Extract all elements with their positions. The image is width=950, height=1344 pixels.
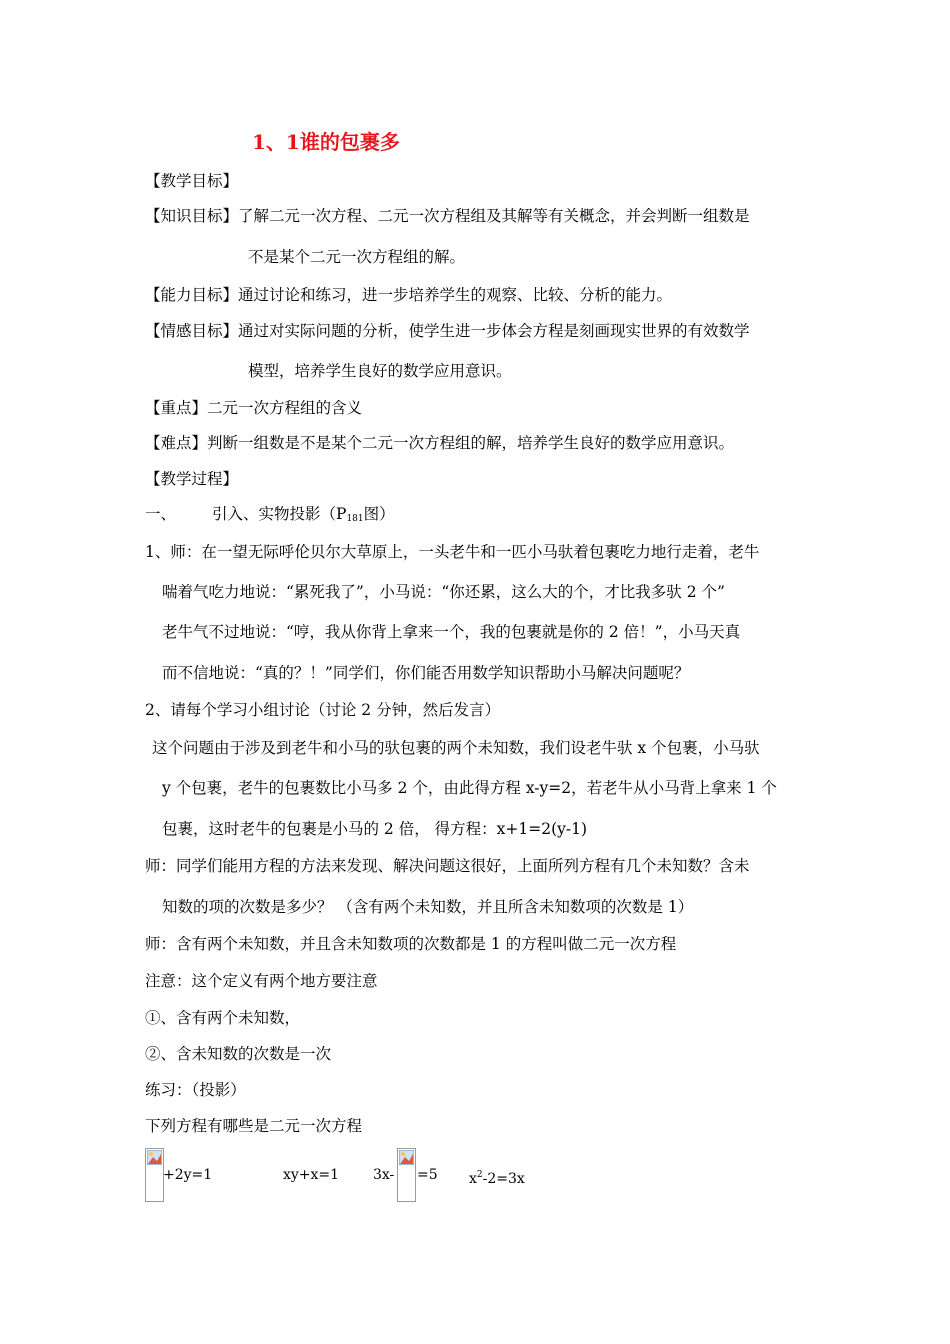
equation-4-rest: -2=3x (482, 1171, 525, 1187)
exercise-prompt: 下列方程有哪些是二元一次方程 (145, 1117, 363, 1135)
difficult-point: 【难点】判断一组数是不是某个二元一次方程组的解，培养学生良好的数学应用意识。 (145, 434, 735, 452)
image-icon (147, 1150, 162, 1165)
note-item-1: ①、含有两个未知数， (145, 1009, 301, 1027)
step-one-text: 引入、实物投影（P (212, 505, 347, 523)
teacher-question-line-1: 师：同学们能用方程的方法来发现、解决问题这很好，上面所列方程有几个未知数？含未 (145, 857, 750, 875)
equation-2: xy+x=1 (283, 1167, 340, 1183)
step-one-label (212, 504, 395, 529)
document-title: 1、1谁的包裹多 (252, 130, 400, 154)
story-paragraph-line-3: 老牛气不过地说：“哼，我从你背上拿来一个，我的包裹就是你的 2 倍！”，小马天真 (162, 623, 741, 641)
story-paragraph-line-1: 1、师：在一望无际呼伦贝尔大草原上，一头老牛和一匹小马驮着包裹吃力地行走着，老牛 (145, 543, 760, 561)
section-heading-objectives: 【教学目标】 (145, 172, 239, 190)
emotion-objective: 【情感目标】通过对实际问题的分析，使学生进一步体会方程是刻画现实世界的有效数学 (145, 322, 750, 340)
broken-image-placeholder (397, 1148, 416, 1202)
note-heading: 注意：这个定义有两个地方要注意 (145, 972, 378, 990)
equation-3-start: 3x- (373, 1167, 395, 1183)
analysis-line-2: y 个包裹，老牛的包裹数比小马多 2 个，由此得方程 x-y=2，若老牛从小马背上拿来 1 个 (162, 779, 777, 797)
section-heading-process: 【教学过程】 (145, 470, 239, 488)
note-item-2: ②、含未知数的次数是一次 (145, 1045, 332, 1063)
analysis-line-1: 这个问题由于涉及到老牛和小马的驮包裹的两个未知数，我们设老牛驮 x 个包裹，小马驮 (152, 739, 760, 757)
knowledge-objective: 【知识目标】了解二元一次方程、二元一次方程组及其解等有关概念，并会判断一组数是 (145, 207, 750, 225)
story-paragraph-line-2: 喘着气吃力地说：“累死我了”，小马说：“你还累，这么大的个，才比我多驮 2 个” (162, 583, 725, 601)
knowledge-objective-cont: 不是某个二元一次方程组的解。 (248, 248, 466, 266)
definition: 师：含有两个未知数，并且含未知数项的次数都是 1 的方程叫做二元一次方程 (145, 935, 677, 953)
exercise-heading: 练习：（投影） (145, 1081, 246, 1099)
image-icon (399, 1150, 414, 1165)
discussion-prompt: 2、请每个学习小组讨论（讨论 2 分钟，然后发言） (145, 701, 501, 719)
analysis-line-3: 包裹，这时老牛的包裹是小马的 2 倍， 得方程：x+1=2(y-1) (162, 820, 588, 838)
teacher-question-line-2: 知数的项的次数是多少？ （含有两个未知数，并且所含未知数项的次数是 1） (162, 898, 694, 916)
equation-4-base: x (469, 1171, 477, 1187)
key-point: 【重点】二元一次方程组的含义 (145, 399, 363, 417)
broken-image-placeholder (145, 1148, 164, 1202)
equation-3-end: =5 (417, 1167, 438, 1183)
equation-4-exponent: 2 (476, 1170, 483, 1180)
step-one-text-end: 图） (363, 505, 395, 523)
ability-objective: 【能力目标】通过讨论和练习，进一步培养学生的观察、比较、分析的能力。 (145, 286, 673, 304)
story-paragraph-line-4: 而不信地说：“真的？！”同学们，你们能否用数学知识帮助小马解决问题呢？ (162, 664, 690, 682)
equation-1: +2y=1 (163, 1167, 213, 1183)
step-one-number: 一、 (145, 505, 177, 523)
emotion-objective-cont: 模型，培养学生良好的数学应用意识。 (248, 362, 512, 380)
equation-4 (469, 1166, 525, 1188)
page-ref-subscript: 181 (346, 514, 364, 524)
